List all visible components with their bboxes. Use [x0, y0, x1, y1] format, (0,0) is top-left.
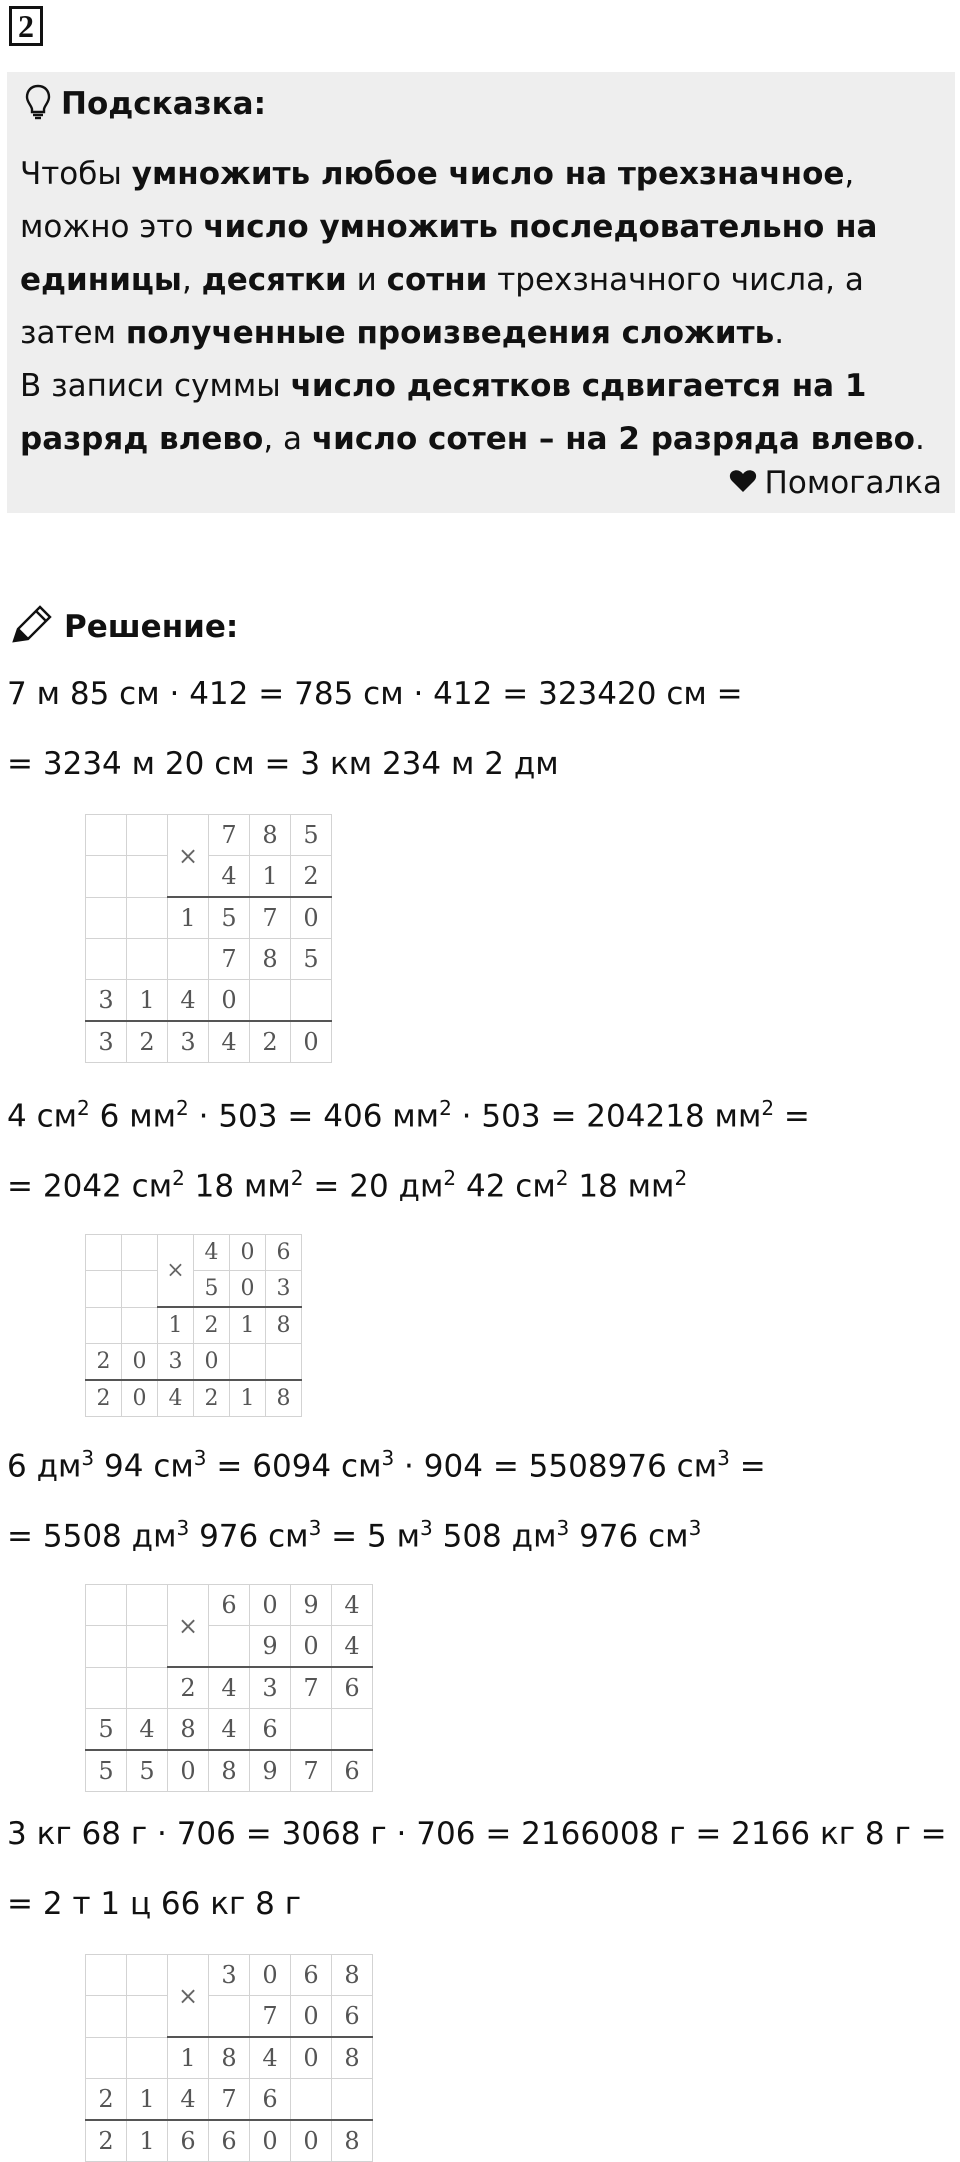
grid-cell [266, 1344, 302, 1381]
hint-text-segment: В записи суммы [20, 368, 291, 404]
grid-cell: 5 [86, 1709, 127, 1751]
grid-cell: 2 [86, 2079, 127, 2121]
equation-line: = 3234 м 20 см = 3 км 234 м 2 дм [7, 746, 559, 782]
hint-bold-text: число десятков сдвигается на 1 разряд влево [20, 368, 867, 457]
grid-cell: 2 [194, 1380, 230, 1417]
grid-cell: 6 [168, 2120, 209, 2162]
grid-cell: 5 [194, 1271, 230, 1308]
grid-cell: 3 [86, 1021, 127, 1063]
grid-cell: 6 [250, 2079, 291, 2121]
grid-cell [86, 1667, 127, 1709]
grid-cell: 6 [250, 1709, 291, 1751]
grid-cell [209, 1996, 250, 2038]
grid-cell: 0 [250, 2120, 291, 2162]
grid-cell: 7 [209, 939, 250, 980]
grid-cell: 4 [209, 1021, 250, 1063]
grid-cell: 1 [127, 2120, 168, 2162]
grid-cell [86, 939, 127, 980]
grid-cell: 6 [332, 1750, 373, 1792]
grid-cell: 2 [127, 1021, 168, 1063]
grid-cell [291, 2079, 332, 2121]
hint-text-segment: и [346, 262, 387, 298]
grid-cell: 9 [291, 1585, 332, 1626]
grid-cell: 4 [332, 1585, 373, 1626]
equation-line: 6 $дм^3$ 94 $см^3 = 6094$ $см^3 \cdot 904 = 5508976$ $см^3$ = [7, 1446, 766, 1485]
grid-cell: 9 [250, 1626, 291, 1668]
grid-row [86, 1271, 302, 1308]
grid-cell: 2 [168, 1667, 209, 1709]
hint-bold-text: полученные произведения сложить [125, 315, 775, 351]
grid-row [86, 815, 332, 856]
grid-cell [127, 897, 168, 939]
grid-cell: 8 [250, 815, 291, 856]
grid-cell: 3 [158, 1344, 194, 1381]
multiplication-grid [85, 1584, 373, 1792]
grid-cell: 7 [209, 815, 250, 856]
hint-bold-text: число умножить последовательно на единицы [20, 209, 878, 298]
multiplication-grid [85, 814, 332, 1063]
grid-cell: 3 [168, 1021, 209, 1063]
grid-cell: 2 [291, 856, 332, 898]
heart-icon [729, 465, 757, 501]
grid-row [86, 2037, 373, 2079]
equation-line: = 5508 $дм^3$ 976 $см^3 = 5$ $м^3$ 508 $дм^3$ 976 $см^3$ [7, 1516, 702, 1555]
grid-cell: 0 [291, 1021, 332, 1063]
hint-bold-text: умножить любое число на трехзначное [131, 156, 845, 192]
grid-cell: 6 [332, 1996, 373, 2038]
exercise-number: 2 [9, 6, 43, 46]
grid-cell: 0 [168, 1750, 209, 1792]
grid-row [86, 1585, 373, 1626]
grid-cell: 5 [291, 815, 332, 856]
grid-cell [291, 980, 332, 1022]
grid-row [86, 980, 332, 1022]
grid-cell: 0 [122, 1380, 158, 1417]
grid-cell: 7 [250, 1996, 291, 2038]
equation-line: 4 $см^2$ 6 $мм^2 \cdot 503 = 406$ $мм^2 \cdot 503 = 204218$ $мм^2$ = [7, 1096, 810, 1135]
hint-bold-text: десятки [201, 262, 347, 298]
grid-row [86, 1235, 302, 1271]
grid-cell: 8 [266, 1307, 302, 1344]
grid-row [86, 939, 332, 980]
multiplication-grid [85, 1234, 302, 1417]
credit [729, 465, 942, 501]
grid-row [86, 1626, 373, 1668]
equation-line: 7 м 85 см · 412 = 785 см · 412 = 323420 см = [7, 676, 743, 712]
grid-cell: 8 [332, 1955, 373, 1996]
grid-cell [332, 1709, 373, 1751]
grid-cell [86, 897, 127, 939]
grid-cell: 4 [127, 1709, 168, 1751]
credit-label: Помогалка [764, 465, 942, 501]
grid-cell [86, 1955, 127, 1996]
grid-cell: 8 [332, 2037, 373, 2079]
grid-cell [122, 1307, 158, 1344]
grid-cell: 4 [332, 1626, 373, 1668]
grid-cell: 8 [266, 1380, 302, 1417]
hint-bold-text: сотни [386, 262, 488, 298]
grid-cell: 0 [291, 2120, 332, 2162]
grid-cell: 2 [86, 2120, 127, 2162]
grid-cell: 6 [291, 1955, 332, 1996]
grid-cell: 1 [158, 1307, 194, 1344]
grid-cell [127, 815, 168, 856]
grid-cell [122, 1271, 158, 1308]
multiply-sign: × [168, 1955, 209, 2038]
grid-row [86, 1021, 332, 1063]
grid-cell: 3 [250, 1667, 291, 1709]
pencil-icon [10, 605, 56, 649]
grid-cell: 4 [168, 980, 209, 1022]
equation-line: = 2042 $см^2$ 18 $мм^2 = 20$ $дм^2$ 42 $см^2$ 18 $мм^2$ [7, 1166, 688, 1205]
lightbulb-icon [25, 84, 51, 124]
grid-cell: 7 [291, 1667, 332, 1709]
hint-paragraph-2 [20, 360, 950, 466]
grid-cell [168, 939, 209, 980]
grid-row [86, 1709, 373, 1751]
hint-header [25, 82, 266, 126]
grid-row [86, 1380, 302, 1417]
grid-cell [127, 1955, 168, 1996]
grid-cell [86, 2037, 127, 2079]
grid-row [86, 1307, 302, 1344]
grid-row [86, 1955, 373, 1996]
grid-cell: 8 [250, 939, 291, 980]
grid-cell [86, 1235, 122, 1271]
grid-cell [332, 2079, 373, 2121]
hint-text-segment: , [181, 262, 202, 298]
grid-cell: 9 [250, 1750, 291, 1792]
grid-cell [86, 815, 127, 856]
grid-cell: 4 [194, 1235, 230, 1271]
grid-cell: 5 [291, 939, 332, 980]
multiplication-grid [85, 1954, 373, 2162]
grid-cell: 5 [86, 1750, 127, 1792]
grid-cell [86, 1996, 127, 2038]
grid-cell: 6 [209, 2120, 250, 2162]
grid-cell: 2 [86, 1344, 122, 1381]
grid-cell: 0 [250, 1585, 291, 1626]
grid-cell: 0 [230, 1235, 266, 1271]
grid-cell: 1 [168, 2037, 209, 2079]
grid-cell: 3 [86, 980, 127, 1022]
hint-title: Подсказка: [61, 86, 266, 122]
grid-cell: 8 [168, 1709, 209, 1751]
grid-cell [127, 2037, 168, 2079]
grid-cell: 1 [230, 1380, 266, 1417]
solution-title: Решение: [64, 609, 239, 645]
grid-cell: 1 [127, 980, 168, 1022]
grid-cell: 0 [291, 2037, 332, 2079]
grid-cell [127, 1626, 168, 1668]
grid-cell: 3 [266, 1271, 302, 1308]
grid-cell [122, 1235, 158, 1271]
grid-cell: 3 [209, 1955, 250, 1996]
solution-header [10, 605, 238, 649]
grid-row [86, 1996, 373, 2038]
multiply-sign: × [168, 815, 209, 898]
grid-cell: 1 [168, 897, 209, 939]
grid-cell [127, 1667, 168, 1709]
grid-cell: 6 [209, 1585, 250, 1626]
equation-line: 3 кг 68 г · 706 = 3068 г · 706 = 2166008 г = 2166 кг 8 г = [7, 1816, 947, 1852]
grid-row [86, 1750, 373, 1792]
grid-cell [127, 856, 168, 898]
grid-cell: 8 [209, 1750, 250, 1792]
grid-cell: 1 [127, 2079, 168, 2121]
grid-cell: 4 [209, 1709, 250, 1751]
grid-cell: 0 [209, 980, 250, 1022]
grid-cell: 7 [250, 897, 291, 939]
multiply-sign: × [158, 1235, 194, 1308]
grid-cell: 4 [209, 856, 250, 898]
grid-cell: 0 [291, 1996, 332, 2038]
grid-cell [291, 1709, 332, 1751]
grid-cell: 7 [291, 1750, 332, 1792]
hint-text-segment: . [774, 315, 785, 351]
grid-cell: 4 [158, 1380, 194, 1417]
grid-cell: 2 [250, 1021, 291, 1063]
grid-cell: 6 [266, 1235, 302, 1271]
equation-line: = 2 т 1 ц 66 кг 8 г [7, 1886, 302, 1922]
hint-text-segment: трехзначного числа, а затем [20, 262, 864, 351]
grid-cell: 0 [291, 1626, 332, 1668]
grid-cell [86, 1585, 127, 1626]
hint-text-segment: , можно это [20, 156, 855, 245]
grid-cell: 0 [291, 897, 332, 939]
grid-cell: 4 [209, 1667, 250, 1709]
grid-row [86, 856, 332, 898]
hint-paragraph-1 [20, 148, 950, 360]
grid-cell: 5 [209, 897, 250, 939]
grid-cell [86, 856, 127, 898]
grid-cell [127, 939, 168, 980]
grid-cell: 2 [194, 1307, 230, 1344]
grid-cell: 4 [250, 2037, 291, 2079]
hint-bold-text: число сотен – на 2 разряда влево [311, 421, 915, 457]
grid-cell: 0 [194, 1344, 230, 1381]
grid-cell: 2 [86, 1380, 122, 1417]
grid-cell [127, 1585, 168, 1626]
grid-cell: 0 [250, 1955, 291, 1996]
grid-cell [209, 1626, 250, 1668]
grid-cell: 8 [332, 2120, 373, 2162]
grid-cell [86, 1626, 127, 1668]
hint-box [7, 72, 955, 513]
grid-row [86, 1344, 302, 1381]
grid-row [86, 2120, 373, 2162]
grid-row [86, 2079, 373, 2121]
grid-cell: 6 [332, 1667, 373, 1709]
grid-cell [86, 1271, 122, 1308]
grid-cell: 0 [230, 1271, 266, 1308]
multiply-sign: × [168, 1585, 209, 1668]
grid-cell: 4 [168, 2079, 209, 2121]
grid-row [86, 1667, 373, 1709]
grid-row [86, 897, 332, 939]
grid-cell [230, 1344, 266, 1381]
grid-cell: 7 [209, 2079, 250, 2121]
hint-text-segment: Чтобы [20, 156, 132, 192]
grid-cell: 0 [122, 1344, 158, 1381]
grid-cell: 1 [230, 1307, 266, 1344]
grid-cell: 5 [127, 1750, 168, 1792]
grid-cell: 8 [209, 2037, 250, 2079]
grid-cell [250, 980, 291, 1022]
grid-cell [86, 1307, 122, 1344]
hint-text-segment: , а [263, 421, 312, 457]
hint-text [20, 148, 950, 466]
hint-text-segment: . [914, 421, 925, 457]
grid-cell: 1 [250, 856, 291, 898]
grid-cell [127, 1996, 168, 2038]
